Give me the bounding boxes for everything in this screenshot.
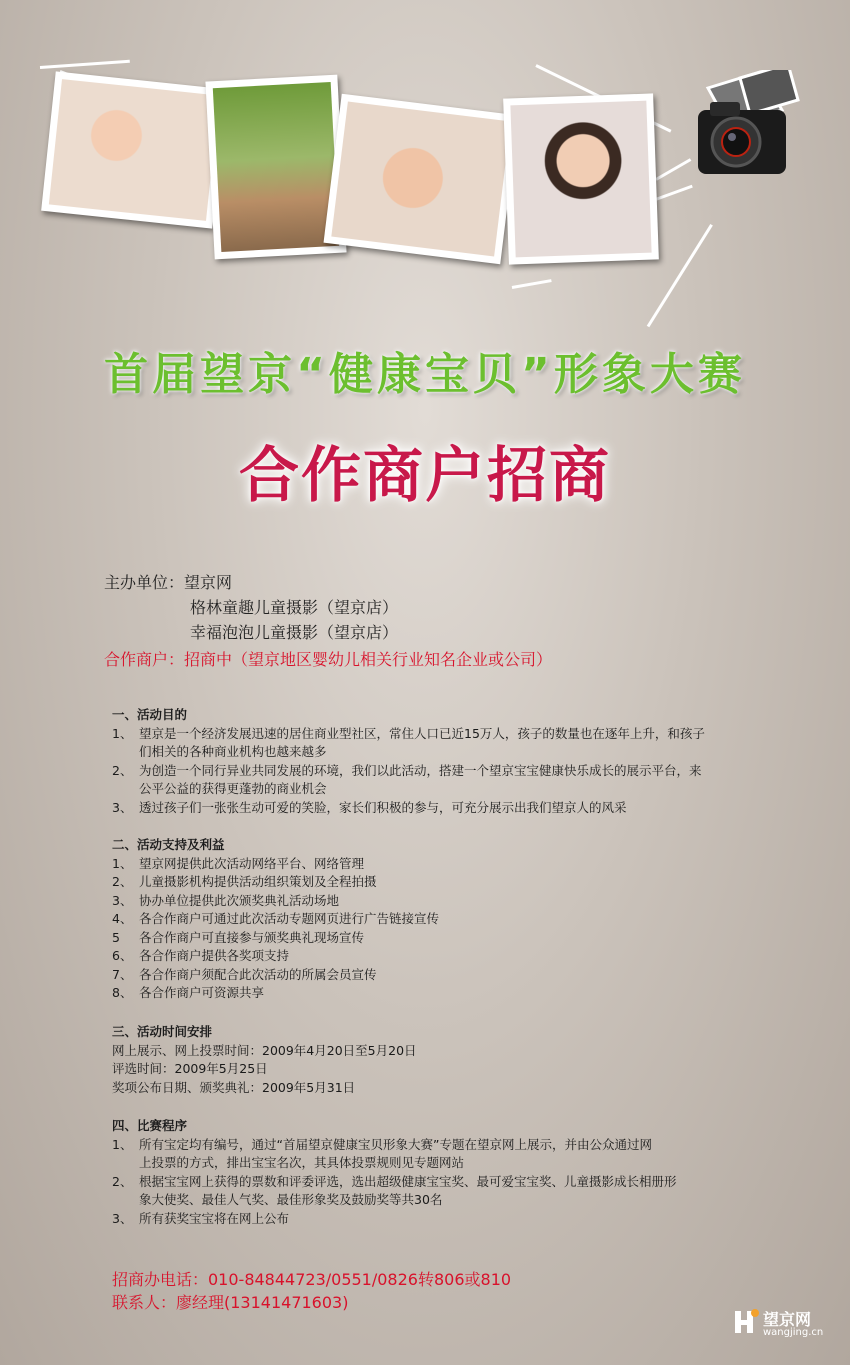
logo-name: 望京网 xyxy=(763,1310,812,1329)
section-heading: 二、活动支持及利益 xyxy=(112,837,225,852)
partner-label: 合作商户： xyxy=(104,650,185,669)
list-item: 1、 望京网提供此次活动网络平台、网络管理 xyxy=(112,855,365,871)
list-item: 3、 透过孩子们一张张生动可爱的笑脸，家长们积极的参与，可充分展示出我们望京人的风采 xyxy=(112,799,627,815)
contact-person: 联系人：廖经理(13141471603) xyxy=(112,1293,349,1312)
list-item-cont: 上投票的方式，排出宝宝名次，其具体投票规则见专题网站 xyxy=(139,1155,465,1170)
section-heading: 四、比赛程序 xyxy=(112,1118,188,1133)
schedule-line: 奖项公布日期、颁奖典礼：2009年5月31日 xyxy=(112,1079,356,1095)
list-item: 8、 各合作商户可资源共享 xyxy=(112,985,265,1000)
organizer-label: 主办单位： xyxy=(104,573,185,592)
section-schedule xyxy=(112,1023,417,1097)
section-procedure xyxy=(112,1117,742,1228)
organizer-name: 望京网 xyxy=(184,573,233,592)
partner-line xyxy=(104,647,552,670)
list-item: 2、 根据宝宝网上获得的票数和评委评选，选出超级健康宝宝奖、最可爱宝宝奖、儿童摄影成长相册形 xyxy=(112,1173,677,1189)
list-item: 4、 各合作商户可通过此次活动专题网页进行广告链接宣传 xyxy=(112,911,440,926)
organizer-line xyxy=(104,570,232,593)
merchant-recruit-title: 合作商户招商 xyxy=(239,441,611,511)
list-item: 1、 望京是一个经济发展迅速的居住商业型社区，常住人口已近15万人，孩子的数量也在逐年上升，和孩子 xyxy=(112,725,705,741)
baby-photo-1 xyxy=(41,71,227,228)
light-ray xyxy=(512,279,552,289)
light-ray xyxy=(655,158,691,181)
baby-photo-4 xyxy=(503,93,659,264)
list-item: 6、 各合作商户提供各奖项支持 xyxy=(112,948,290,963)
schedule-line: 评选时间：2009年5月25日 xyxy=(112,1061,268,1076)
list-item-cont: 们相关的各种商业机构也越来越多 xyxy=(139,744,327,759)
schedule-line: 网上展示、网上投票时间：2009年4月20日至5月20日 xyxy=(112,1042,417,1058)
organizer-name: 格林童趣儿童摄影（望京店） xyxy=(190,598,399,617)
list-item: 2、 儿童摄影机构提供活动组织策划及全程拍摄 xyxy=(112,874,377,889)
list-item: 5 各合作商户可直接参与颁奖典礼现场宣传 xyxy=(112,929,365,945)
contact-phone: 招商办电话：010-84844723/0551/0826转806或810 xyxy=(112,1270,512,1289)
wangjing-logo xyxy=(733,1305,833,1345)
partner-value: 招商中（望京地区婴幼儿相关行业知名企业或公司） xyxy=(184,650,553,669)
baby-photo-3 xyxy=(324,94,519,265)
list-item: 1、 所有宝定均有编号，通过“首届望京健康宝贝形象大赛”专题在望京网上展示，并由公众通过网 xyxy=(112,1136,652,1152)
list-item: 3、 所有获奖宝宝将在网上公布 xyxy=(112,1210,290,1226)
section-purpose xyxy=(112,706,742,817)
section-support xyxy=(112,836,439,1003)
camera-icon xyxy=(690,70,800,180)
contest-title: 首届望京“健康宝贝”形象大赛 xyxy=(104,349,746,400)
list-item: 3、 协办单位提供此次颁奖典礼活动场地 xyxy=(112,892,340,908)
section-heading: 一、活动目的 xyxy=(112,707,188,722)
section-heading: 三、活动时间安排 xyxy=(112,1024,213,1039)
list-item-cont: 象大使奖、最佳人气奖、最佳形象奖及鼓励奖等共30名 xyxy=(139,1192,443,1207)
light-ray xyxy=(40,60,130,69)
list-item: 7、 各合作商户须配合此次活动的所属会员宣传 xyxy=(112,966,377,982)
organizer-name: 幸福泡泡儿童摄影（望京店） xyxy=(190,623,399,642)
list-item-cont: 公平公益的获得更蓬勃的商业机会 xyxy=(139,781,327,796)
list-item: 2、 为创造一个同行异业共同发展的环境，我们以此活动，搭建一个望京宝宝健康快乐成长的展示平台，来 xyxy=(112,762,702,778)
logo-url: wangjing.cn xyxy=(763,1327,824,1338)
logo-mark-icon xyxy=(733,1307,761,1335)
